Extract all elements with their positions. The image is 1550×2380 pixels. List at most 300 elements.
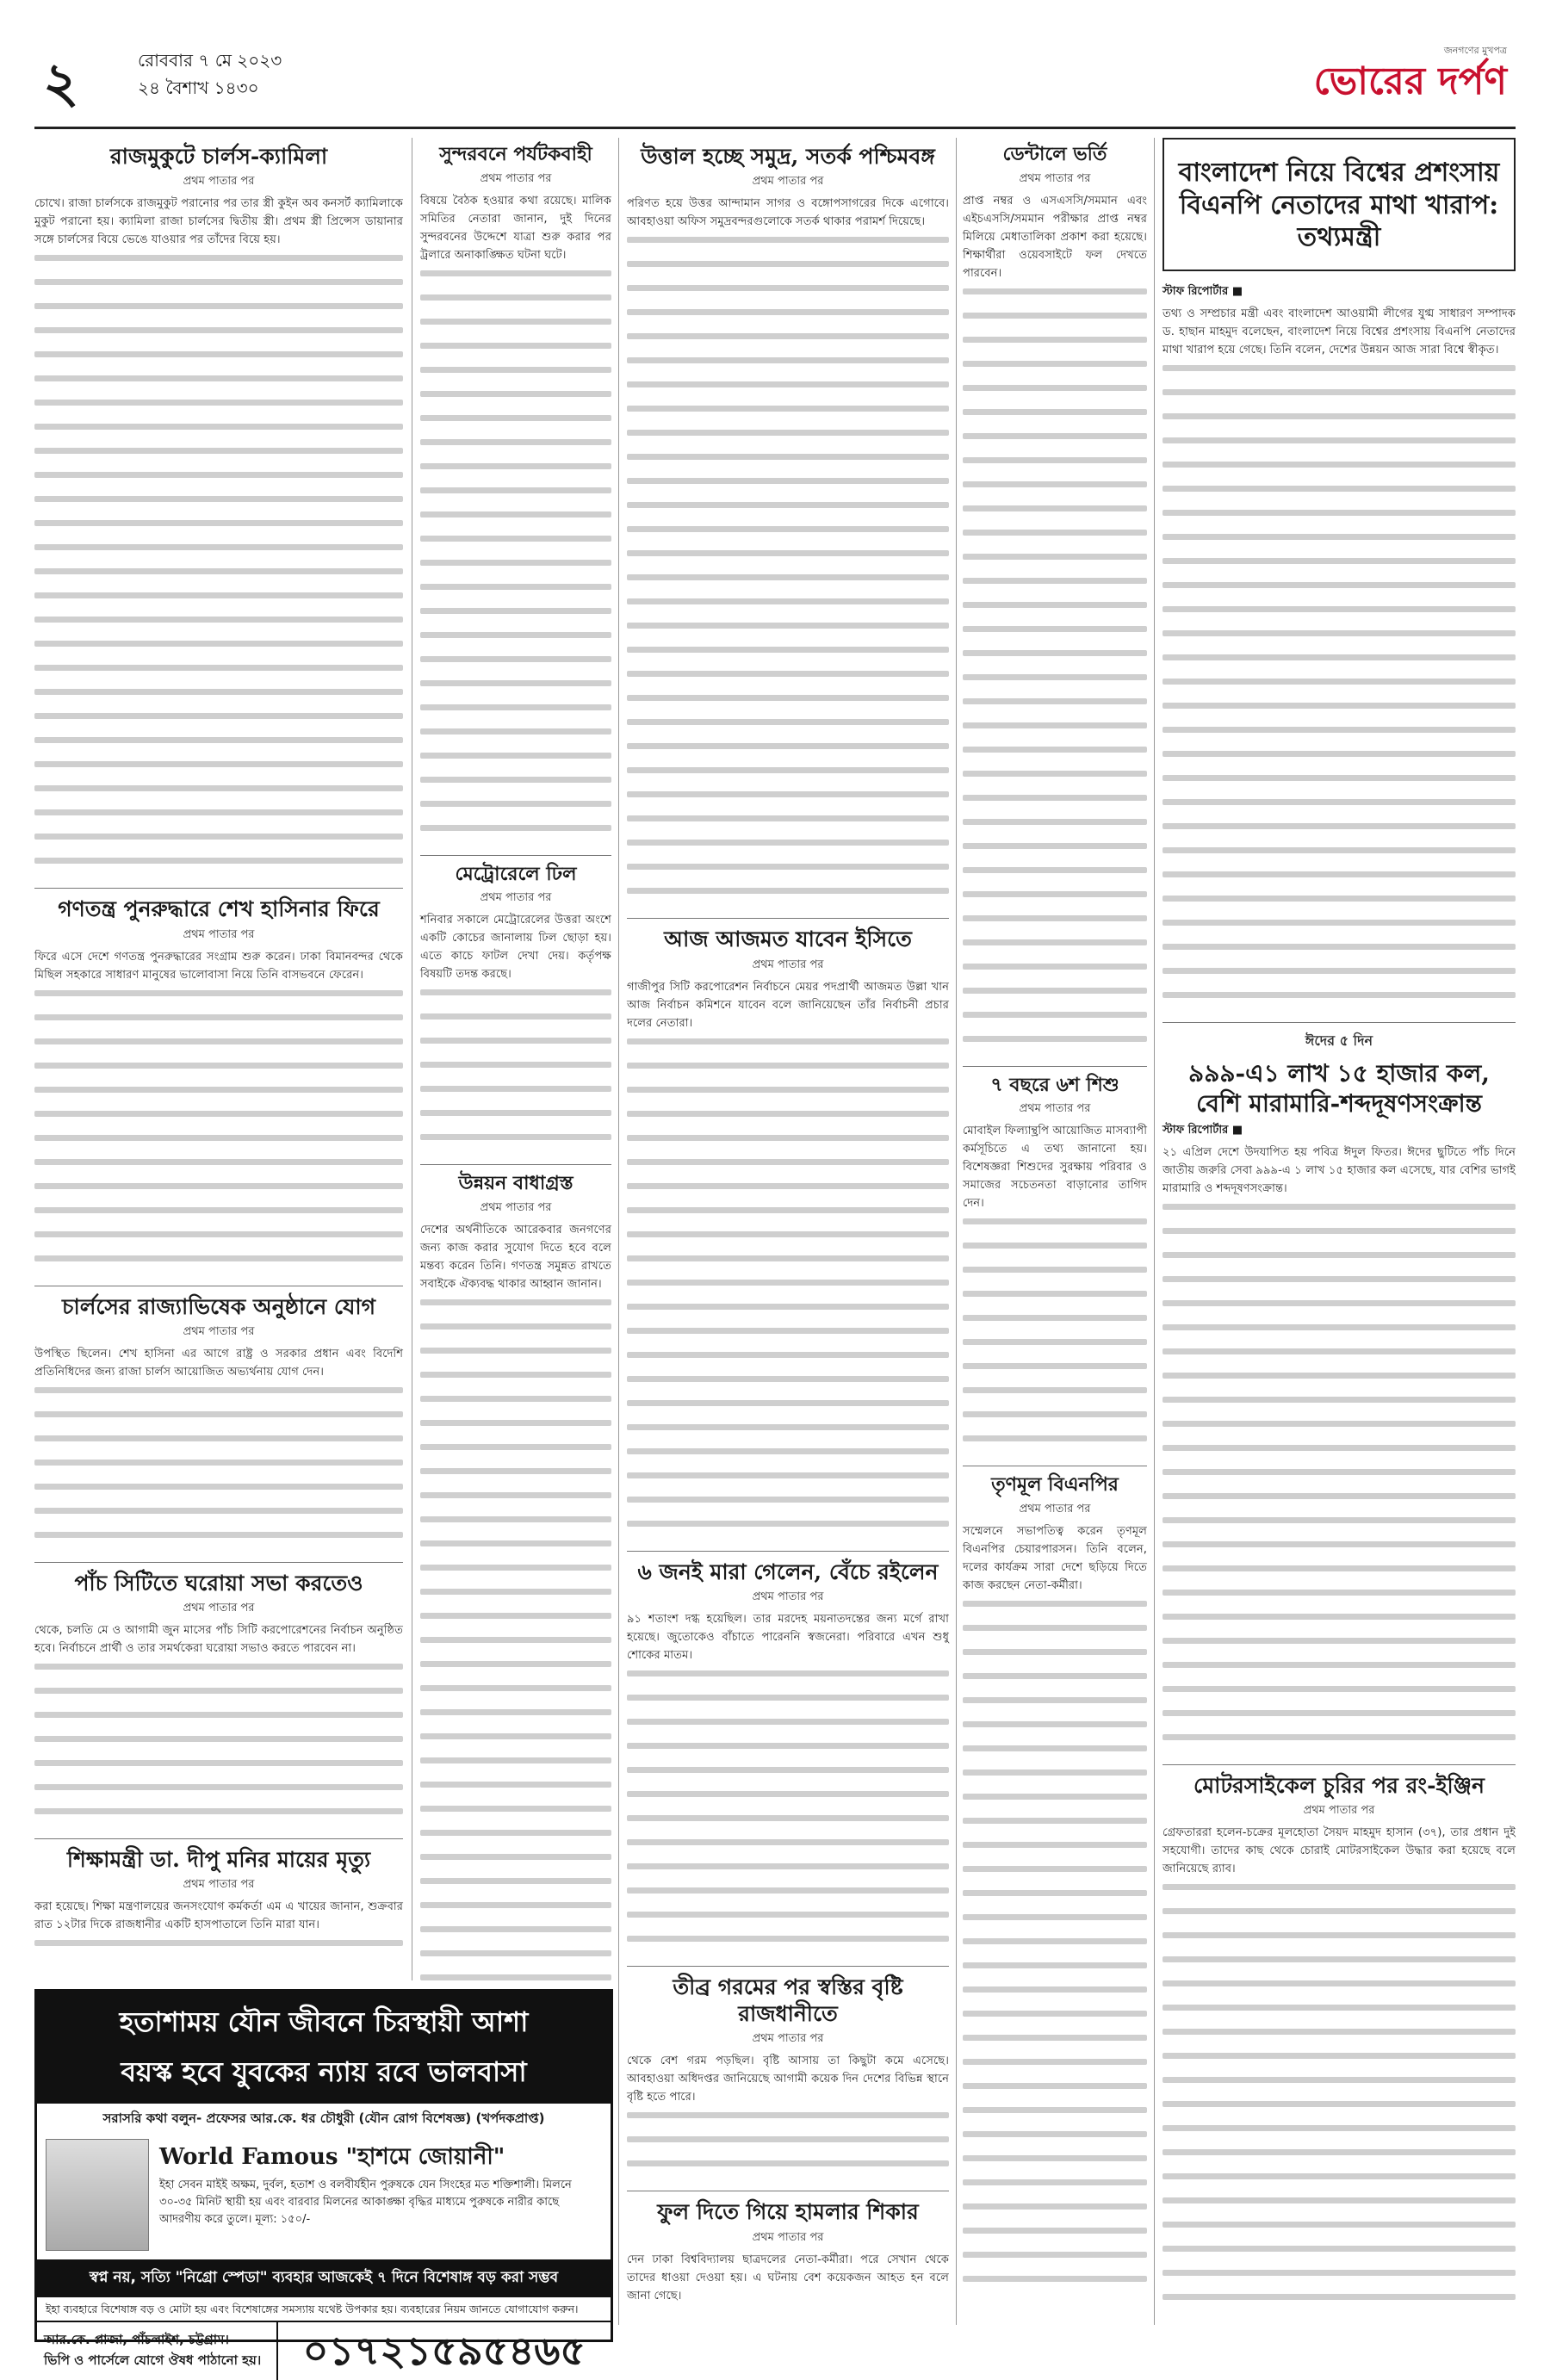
text-line xyxy=(1162,847,1516,865)
column-4 xyxy=(963,138,1147,2306)
story-headline: গণতন্ত্র পুনরুদ্ধারে শেখ হাসিনার ফিরে xyxy=(58,896,380,922)
text-line xyxy=(34,1038,403,1057)
text-line xyxy=(963,1794,1147,1812)
story-body: ২১ এপ্রিল দেশে উদযাপিত হয় পবিত্র ঈদুল ফিতর। ঈদের ছুটিতে পাঁচ দিনে জাতীয় জরুরি সেবা ৯৯৯-এ ১ লাখ ১৫ হাজার কল এসেছে, যার বেশির ভাগই মারামারি ও শব্দদূষণসংক্রান্ত। xyxy=(1162,1145,1516,1195)
text-line xyxy=(627,1280,949,1298)
story-body: থেকে বেশ গরম পড়ছিল। বৃষ্টি আসায় তা কিছুটা কমে এসেছে। আবহাওয়া অধিদপ্তর জানিয়েছে আগামী কয়েক দিন দেশের বিভিন্ন স্থানে বৃষ্টি হতে পারে। xyxy=(627,2055,949,2104)
text-line xyxy=(420,487,611,505)
text-line xyxy=(34,713,403,731)
text-line xyxy=(34,761,403,779)
text-line xyxy=(1162,486,1516,504)
story-headline: আজ আজমত যাবেন ইসিতে xyxy=(664,927,912,952)
text-line xyxy=(1162,1228,1516,1246)
text-line xyxy=(420,1086,611,1104)
ad-address xyxy=(37,2322,278,2380)
text-line xyxy=(963,2035,1147,2053)
text-line xyxy=(420,989,611,1007)
story-body: মোবাইল ফিল্যান্থ্রপি আয়োজিত মাসব্যাপী কর্মসূচিতে এ তথ্য জানানো হয়। বিশেষজ্ঞরা শিশুদের সুরক্ষায় পরিবার ও সমাজের সচেতনতা বাড়ানোর তাগিদ দেন। xyxy=(963,1125,1147,1210)
text-line xyxy=(420,825,611,843)
text-line xyxy=(627,1255,949,1274)
text-line xyxy=(627,574,949,592)
text-line xyxy=(420,1902,611,1920)
text-line xyxy=(1162,1686,1516,1704)
ad-product-text xyxy=(149,2139,602,2251)
text-line xyxy=(34,255,403,273)
text-line xyxy=(1162,871,1516,889)
text-line xyxy=(627,357,949,375)
text-line xyxy=(1162,775,1516,793)
text-line xyxy=(963,1267,1147,1285)
text-line xyxy=(1162,727,1516,745)
text-line xyxy=(963,2203,1147,2222)
column-3 xyxy=(627,138,949,2317)
text-line xyxy=(1162,1662,1516,1680)
story-body: পরিণত হয়ে উত্তর আন্দামান সাগর ও বঙ্গোপসাগরের দিকে এগোবে। আবহাওয়া অফিস সমুদ্রবন্দরগুলোকে সতর্ক থাকার পরামর্শ দিয়েছে। xyxy=(627,197,949,229)
text-line xyxy=(627,526,949,544)
text-line xyxy=(420,1420,611,1438)
text-line xyxy=(627,1887,949,1906)
text-line xyxy=(1162,1348,1516,1367)
text-line xyxy=(1162,389,1516,407)
story-divider xyxy=(34,888,403,889)
story-body: বিষয়ে বৈঠক হওয়ার কথা রয়েছে। মালিক সমিতির নেতারা জানান, দুই দিনের সুন্দরবনের উদ্দেশে যাত্রা শুরু করার পর ট্রলারে অনাকাঙ্ক্ষিত ঘটনা ঘটে। xyxy=(420,194,611,262)
text-line xyxy=(963,2083,1147,2101)
text-line xyxy=(627,381,949,400)
text-line xyxy=(627,261,949,279)
text-line xyxy=(420,1878,611,1896)
text-line xyxy=(420,1396,611,1414)
text-line xyxy=(963,1914,1147,1932)
column-2 xyxy=(420,138,611,2029)
text-line xyxy=(1162,1710,1516,1728)
text-line xyxy=(420,656,611,674)
text-line xyxy=(34,1063,403,1081)
text-line xyxy=(1162,1956,1516,1974)
text-line xyxy=(34,279,403,297)
text-line xyxy=(627,454,949,472)
story-headline: উত্তাল হচ্ছে সমুদ্র, সতর্ক পশ্চিমবঙ্গ xyxy=(641,144,935,169)
text-line xyxy=(34,1664,403,1682)
text-line xyxy=(34,1688,403,1706)
text-line xyxy=(627,623,949,641)
text-line xyxy=(963,1036,1147,1054)
text-line xyxy=(627,1912,949,1930)
text-line xyxy=(34,544,403,562)
text-line xyxy=(963,385,1147,403)
text-line xyxy=(34,496,403,514)
story-alam xyxy=(627,926,949,1538)
text-line xyxy=(1162,365,1516,383)
text-line xyxy=(963,867,1147,885)
text-line xyxy=(627,791,949,809)
text-line xyxy=(963,1649,1147,1667)
text-line xyxy=(420,415,611,433)
text-line xyxy=(627,2160,949,2179)
text-line xyxy=(627,1472,949,1491)
text-line xyxy=(420,439,611,457)
text-line xyxy=(627,1159,949,1177)
text-line xyxy=(1162,1373,1516,1391)
text-line xyxy=(420,270,611,288)
story-calls xyxy=(1162,1030,1516,1752)
text-line xyxy=(963,1315,1147,1333)
text-line xyxy=(420,1685,611,1703)
ad-shipping-line: ভিপি ও পার্সেলে যোগে ঔষধ পাঠানো হয়। xyxy=(44,2352,262,2368)
text-line xyxy=(627,815,949,834)
continued-label: প্রথম পাতার পর xyxy=(1019,1102,1091,1115)
text-line xyxy=(420,753,611,771)
ad-product-description: ইহা সেবন মাইই অক্ষম, দুর্বল, হতাশ ও বলবীর্যহীন পুরুষকে যেন সিংহের মত শক্তিশালী। মিলনে ৩০-৩৫ মিনিট স্থায়ী হয় এবং বারবার মিলনের আকাঙ্ক্ষা বৃদ্ধির মাধ্যমে পুরুষকে নারীর কাছে আদরণীয় করে তুলে। মূল্য: ১৫০/- xyxy=(159,2179,572,2226)
text-line xyxy=(420,536,611,554)
text-line xyxy=(420,1348,611,1366)
text-line xyxy=(627,864,949,882)
story-rain xyxy=(627,1974,949,2179)
text-line xyxy=(34,1159,403,1177)
text-line xyxy=(963,1363,1147,1381)
byline: স্টাফ রিপোর্টার ■ xyxy=(1162,284,1243,298)
text-line xyxy=(34,1435,403,1453)
text-line xyxy=(963,843,1147,861)
text-line xyxy=(627,1424,949,1442)
text-line xyxy=(420,632,611,650)
text-line xyxy=(420,1854,611,1872)
text-line xyxy=(1162,2125,1516,2143)
text-line xyxy=(627,1839,949,1857)
story-development xyxy=(420,1172,611,2017)
ad-product-name: World Famous "হাশমে জোয়ানী" xyxy=(159,2144,505,2170)
text-line xyxy=(627,767,949,785)
continued-label: প্রথম পাতার পর xyxy=(752,2230,824,2244)
text-line xyxy=(1162,1300,1516,1318)
text-line xyxy=(963,1745,1147,1763)
text-line xyxy=(627,1328,949,1346)
continued-label: প্রথম পাতার পর xyxy=(1019,1502,1091,1515)
text-line xyxy=(34,1484,403,1502)
text-line xyxy=(34,375,403,394)
text-line xyxy=(420,680,611,698)
text-line xyxy=(1162,630,1516,648)
text-line xyxy=(420,1062,611,1080)
text-line xyxy=(34,1087,403,1105)
text-line xyxy=(1162,1565,1516,1584)
ad-subheading: সরাসরি কথা বলুন- প্রফেসর আর.কে. ধর চৌধুরী (যৌন রোগ বিশেষজ্ঞ) (খর্পদকপ্রাপ্ত) xyxy=(102,2110,545,2126)
story-headline: চার্লসের রাজ্যাভিষেক অনুষ্ঠানে যোগ xyxy=(61,1293,376,1319)
text-line xyxy=(627,1936,949,1954)
text-line xyxy=(963,1842,1147,1860)
text-line xyxy=(627,1448,949,1466)
text-line xyxy=(963,361,1147,379)
text-line xyxy=(1162,1421,1516,1439)
text-line xyxy=(963,1721,1147,1739)
text-line xyxy=(1162,2197,1516,2216)
text-line xyxy=(1162,1932,1516,1950)
story-body: সম্মেলনে সভাপতিত্ব করেন তৃণমূল বিএনপির চেয়ারপারসন। তিনি বলেন, দলের কার্যক্রম সারা দেশে ছড়িয়ে দিতে কাজ করছেন নেতা-কর্মীরা। xyxy=(963,1524,1147,1592)
text-line xyxy=(1162,2005,1516,2023)
text-line xyxy=(627,1111,949,1129)
text-line xyxy=(34,834,403,852)
story-divider xyxy=(627,1966,949,1967)
text-line xyxy=(1162,510,1516,528)
text-line xyxy=(963,1962,1147,1980)
text-line xyxy=(34,327,403,345)
text-line xyxy=(627,743,949,761)
text-line xyxy=(420,1013,611,1032)
story-sea xyxy=(627,143,949,906)
story-five-city xyxy=(34,1570,403,1826)
continued-label: প্রথম পাতার পর xyxy=(1019,171,1091,185)
text-line xyxy=(34,1207,403,1225)
story-divider xyxy=(420,1164,611,1165)
text-line xyxy=(1162,1469,1516,1487)
text-line xyxy=(963,1387,1147,1405)
story-motorcycle xyxy=(1162,1772,1516,2312)
text-line xyxy=(420,1516,611,1534)
text-line xyxy=(963,1625,1147,1643)
text-line xyxy=(963,650,1147,668)
text-line xyxy=(34,1014,403,1032)
text-line xyxy=(420,1733,611,1751)
text-line xyxy=(34,351,403,369)
date-bangla: ২৪ বৈশাখ ১৪৩০ xyxy=(138,77,259,98)
text-line xyxy=(1162,1493,1516,1511)
text-line xyxy=(420,1323,611,1342)
text-line xyxy=(420,1950,611,1968)
text-line xyxy=(34,1532,403,1550)
text-line xyxy=(420,1637,611,1655)
text-line xyxy=(1162,2029,1516,2047)
text-line xyxy=(1162,703,1516,721)
continued-label: প্রথম পাতার পর xyxy=(1303,1803,1375,1817)
text-line xyxy=(963,1818,1147,1836)
text-line xyxy=(963,313,1147,331)
text-line xyxy=(963,1218,1147,1236)
text-line xyxy=(627,1521,949,1539)
story-flower xyxy=(627,2198,949,2304)
text-line xyxy=(627,1719,949,1737)
story-six-died xyxy=(627,1559,949,1954)
text-line xyxy=(627,285,949,303)
text-line xyxy=(963,1866,1147,1884)
text-line xyxy=(1162,823,1516,841)
story-body: তথ্য ও সম্প্রচার মন্ত্রী এবং বাংলাদেশ আওয়ামী লীগের যুগ্ম সাধারণ সম্পাদক ড. হাছান মাহমুদ বলেছেন, বাংলাদেশ নিয়ে বিশ্বের প্রশংসায় বিএনপি নেতাদের মাথা খারাপ হয়ে গেছে। তিনি বলেন, দেশের উন্নয়ন আজ সারা বিশ্বে স্বীকৃত। xyxy=(1162,307,1516,356)
text-line xyxy=(1162,1884,1516,1902)
text-line xyxy=(963,2107,1147,2125)
text-line xyxy=(1162,1638,1516,1656)
text-line xyxy=(963,1770,1147,1788)
story-body: করা হয়েছে। শিক্ষা মন্ত্রণালয়ের জনসংযোগ কর্মকর্তা এম এ খায়ের জানান, শুক্রবার রাত ১২টার দিকে রাজধানীর একটি হাসপাতালে তিনি মারা যান। xyxy=(34,1900,403,1932)
text-line xyxy=(627,719,949,737)
text-line xyxy=(627,1087,949,1105)
story-charles xyxy=(34,143,403,876)
story-divider xyxy=(34,1838,403,1839)
story-headline: মোটরসাইকেল চুরির পর রং-ইঞ্জিন xyxy=(1194,1772,1485,1798)
story-headline: ডেন্টালে ভর্তি xyxy=(1002,143,1107,165)
story-body: গ্রেফতাররা হলেন-চক্রের মূলহোতা সৈয়দ মাহমুদ হাসান (৩৭), তার প্রধান দুই সহযোগী। তাদের কাছ থেকে চোরাই মোটরসাইকেল উদ্ধার করা হয়েছে বলে জানিয়েছে র‍্যাব। xyxy=(1162,1825,1516,1875)
date-day: রোববার ৭ মে ২০২৩ xyxy=(138,50,282,71)
story-body: প্রাপ্ত নম্বর ও এসএসসি/সমমান এবং এইচএসসি/সমমান পরীক্ষার প্রাপ্ত নম্বর মিলিয়ে মেধাতালিকা প্রকাশ করা হয়েছে। শিক্ষার্থীরা ওয়েবসাইটে ফল দেখতে পারবেন। xyxy=(963,194,1147,280)
story-body: দেশের অর্থনীতিকে আরেকবার জনগণের জন্য কাজ করার সুযোগ দিতে হবে বলে মন্তব্য করেন তিনি। গণতন্ত্র সমুন্নত রাখতে সবাইকে ঐক্যবদ্ধ থাকার আহ্বান জানান। xyxy=(420,1223,611,1291)
text-line xyxy=(963,457,1147,475)
column-1 xyxy=(34,138,403,1970)
text-line xyxy=(627,1743,949,1761)
story-tmbnp xyxy=(963,1473,1147,2294)
text-line xyxy=(34,1712,403,1730)
continued-label: প্রথম পাতার পর xyxy=(183,1602,255,1615)
text-line xyxy=(627,333,949,351)
continued-label: প্রথম পাতার পর xyxy=(752,2032,824,2046)
doctor-photo xyxy=(46,2139,149,2251)
story-headline: ৯৯৯-এ১ লাখ ১৫ হাজার কল, বেশি মারামারি-শব্দদূষণসংক্রান্ত xyxy=(1188,1058,1490,1118)
story-divider xyxy=(34,1562,403,1563)
text-line xyxy=(627,888,949,906)
kicker-label: ঈদের ৫ দিন xyxy=(1305,1032,1373,1049)
text-line xyxy=(1162,2246,1516,2264)
text-line xyxy=(34,424,403,442)
text-line xyxy=(34,1760,403,1778)
text-line xyxy=(963,964,1147,982)
text-line xyxy=(34,568,403,586)
story-sheikh-hasina xyxy=(34,896,403,1273)
text-line xyxy=(420,560,611,578)
story-body: দেন ঢাকা বিশ্ববিদ্যালয় ছাত্রদলের নেতা-কর্মীরা। পরে সেখান থেকে তাদের ধাওয়া দেওয়া হয়। এ ঘটনায় বেশ কয়েকজন আহত হন বলে জানা গেছে। xyxy=(627,2253,949,2303)
text-line xyxy=(963,433,1147,451)
text-line xyxy=(963,505,1147,524)
text-line xyxy=(1162,534,1516,552)
text-line xyxy=(420,1613,611,1631)
continued-label: প্রথম পাতার পর xyxy=(183,1878,255,1892)
text-line xyxy=(1162,1397,1516,1415)
text-line xyxy=(420,1709,611,1727)
text-line xyxy=(963,2228,1147,2246)
text-line xyxy=(1162,606,1516,624)
text-line xyxy=(963,409,1147,427)
text-line xyxy=(420,608,611,626)
story-headline: রাজমুকুটে চার্লস-ক্যামিলা xyxy=(109,144,328,169)
text-line xyxy=(420,704,611,722)
story-divider xyxy=(420,855,611,856)
story-divider xyxy=(627,918,949,919)
text-line xyxy=(420,511,611,530)
text-line xyxy=(627,430,949,448)
text-line xyxy=(963,2179,1147,2197)
text-line xyxy=(963,1697,1147,1715)
advertisement xyxy=(34,1989,613,2374)
text-line xyxy=(420,777,611,795)
text-line xyxy=(627,671,949,689)
text-line xyxy=(34,303,403,321)
text-line xyxy=(963,1673,1147,1691)
text-line xyxy=(627,1376,949,1394)
text-line xyxy=(34,858,403,876)
text-line xyxy=(963,2276,1147,2294)
text-line xyxy=(34,809,403,827)
text-line xyxy=(963,819,1147,837)
byline: স্টাফ রিপোর্টার ■ xyxy=(1162,1123,1243,1137)
text-line xyxy=(34,1736,403,1754)
text-line xyxy=(963,1291,1147,1309)
ad-headline: হতাশাময় যৌন জীবনে চিরস্থায়ী আশা xyxy=(37,1992,611,2050)
text-line xyxy=(1162,2222,1516,2240)
text-line xyxy=(963,891,1147,909)
continued-label: প্রথম পাতার পর xyxy=(183,175,255,189)
column-divider xyxy=(1154,138,1155,2325)
story-dental xyxy=(963,143,1147,1054)
text-line xyxy=(34,1255,403,1274)
text-line xyxy=(963,626,1147,644)
text-line xyxy=(420,319,611,337)
text-line xyxy=(627,2136,949,2154)
continued-label: প্রথম পাতার পর xyxy=(752,175,824,189)
text-line xyxy=(1162,1614,1516,1632)
text-line xyxy=(963,337,1147,355)
text-line xyxy=(627,1863,949,1881)
text-line xyxy=(963,1601,1147,1619)
text-line xyxy=(420,1110,611,1128)
text-line xyxy=(963,1986,1147,2005)
text-line xyxy=(627,478,949,496)
text-line xyxy=(627,1207,949,1225)
text-line xyxy=(34,617,403,635)
story-headline: সুন্দরবনে পর্যটকবাহী xyxy=(439,143,592,165)
continued-label: প্রথম পাতার পর xyxy=(752,958,824,971)
text-line xyxy=(963,554,1147,572)
story-metrorail xyxy=(420,863,611,1153)
text-line xyxy=(1162,944,1516,962)
text-line xyxy=(34,1508,403,1526)
text-line xyxy=(34,641,403,659)
text-line xyxy=(420,584,611,602)
text-line xyxy=(627,1767,949,1785)
text-line xyxy=(963,674,1147,692)
text-line xyxy=(34,1231,403,1249)
text-line xyxy=(420,367,611,385)
text-line xyxy=(1162,1590,1516,1608)
text-line xyxy=(420,1661,611,1679)
text-line xyxy=(627,2112,949,2130)
ad-banner: স্বপ্ন নয়, সত্যি "নিগ্রো স্পেডা" ব্যবহার আজকেই ৭ দিনে বিশেষাঙ্গ বড় করা সম্ভব xyxy=(37,2259,611,2297)
text-line xyxy=(627,647,949,665)
text-line xyxy=(1162,2077,1516,2095)
text-line xyxy=(34,592,403,610)
story-body: চোখে। রাজা চার্লসকে রাজমুকুট পরানোর পর তার স্ত্রী কুইন অব কনসর্ট ক্যামিলাকে মুকুট পরানো হয়। ক্যামিলা রাজা চার্লসের দ্বিতীয় স্ত্রী। প্রথম স্ত্রী প্রিন্সেস ডায়ানার সঙ্গে চার্লসের বিয়ে ভেঙে যাওয়ার পর তাঁদের বিয়ে হয়। xyxy=(34,197,403,247)
text-line xyxy=(627,502,949,520)
text-line xyxy=(34,1784,403,1802)
text-line xyxy=(34,472,403,490)
column-divider xyxy=(956,138,957,2325)
story-headline: মেট্রোরেলে ঢিল xyxy=(455,862,577,885)
ad-footer xyxy=(37,2321,611,2380)
text-line xyxy=(1162,679,1516,697)
text-line xyxy=(1162,2294,1516,2312)
continued-label: প্রথম পাতার পর xyxy=(480,171,552,185)
story-body: শনিবার সকালে মেট্রোরেলের উত্তরা অংশে একটি কোচের জানালায় ঢিল ছোড়া হয়। এতে কাচে ফাটল দেখা দেয়। কর্তৃপক্ষ বিষয়টি তদন্ত করছে। xyxy=(420,914,611,981)
text-line xyxy=(34,1940,403,1958)
text-line xyxy=(420,1134,611,1152)
text-line xyxy=(627,1038,949,1057)
continued-label: প্রথম পাতার পর xyxy=(183,1324,255,1338)
text-line xyxy=(1162,654,1516,672)
text-line xyxy=(1162,1541,1516,1559)
text-line xyxy=(34,1460,403,1478)
text-line xyxy=(1162,968,1516,986)
story-lead xyxy=(1162,138,1516,271)
text-line xyxy=(963,939,1147,958)
text-line xyxy=(420,728,611,747)
text-line xyxy=(420,1492,611,1510)
story-divider xyxy=(1162,1022,1516,1023)
text-line xyxy=(1162,1324,1516,1342)
text-line xyxy=(963,771,1147,789)
